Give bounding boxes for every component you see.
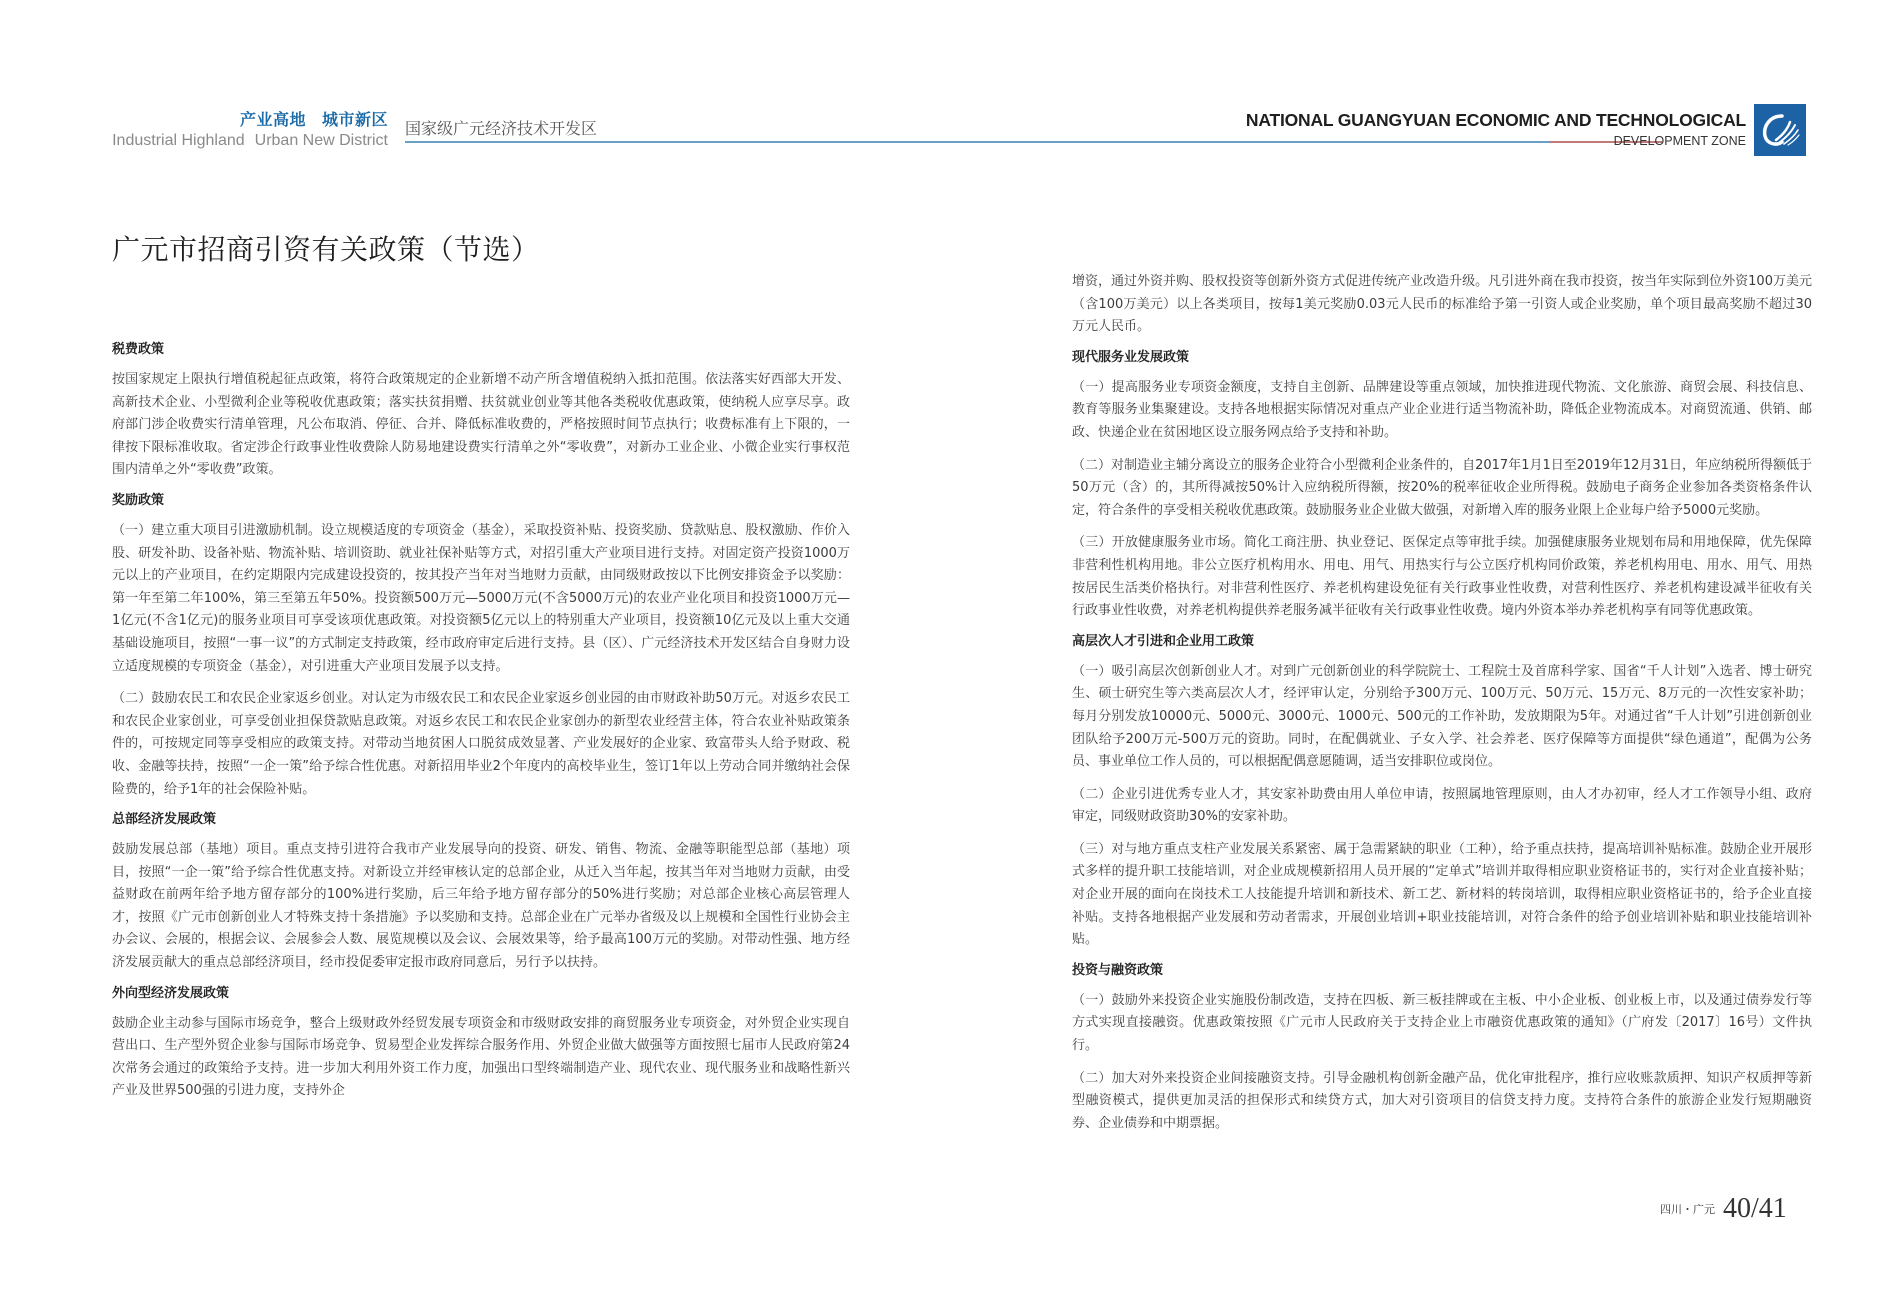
section-heading: 税费政策 <box>112 342 165 357</box>
header-rule <box>405 141 1550 143</box>
footer-region: 四川・广元 <box>1660 1203 1715 1216</box>
policy-paragraph: （二）鼓励农民工和农民企业家返乡创业。对认定为市级农民工和农民企业家返乡创业园的由市财政补助50万元。对返乡农民工和农民企业家创业，可享受创业担保贷款贴息政策。对返乡农民工和农民企业家创办的新型农业经营主体，符合农业补贴政策条件的，可按规定同等享受相应的政策支持。对带动当地贫困人口脱贫成效显著、产业发展好的企业家、致富带头人给予财政、税收、金融等扶持，按照“一企一策”给予综合性优惠。对新招用毕业2个年度内的高校毕业生，签订1年以上劳动合同并缴纳社会保险费的，给予1年的社会保险补贴。 <box>112 691 850 797</box>
policy-paragraph: 按国家规定上限执行增值税起征点政策，将符合政策规定的企业新增不动产所含增值税纳入抵扣范围。依法落实好西部大开发、高新技术企业、小型微利企业等税收优惠政策；落实扶贫捐赠、扶贫就业创业等其他各类税收优惠政策，使纳税人应享尽享。政府部门涉企收费实行清单管理，凡公布取消、停征、合并、降低标准收费的，严格按照时间节点执行；收费标准有上下限的，一律按下限标准收取。省定涉企行政事业性收费除人防易地建设费实行清单之外“零收费”，对新办工业企业、小微企业实行事权范围内清单之外“零收费”政策。 <box>112 372 850 478</box>
zone-name-cn: 国家级广元经济技术开发区 <box>405 119 598 138</box>
page-title: 广元市招商引资有关政策（节选） <box>112 233 540 266</box>
section-heading: 现代服务业发展政策 <box>1072 349 1190 365</box>
policy-paragraph: （一）吸引高层次创新创业人才。对到广元创新创业的科学院院士、工程院士及首席科学家、国省“千人计划”入选者、博士研究生、硕士研究生等六类高层次人才，经评审认定，分别给予300万元、100万元、50万元、15万元、8万元的一次性安家补助；每月分别发放10000元、5000元、3000元、1000元、500元的工作补助，发放期限为5年。对通过省“千人计划”引进创新创业团队给予200万元-500万元的资助。同时，在配偶就业、子女入学、社会养老、医疗保障等方面提供“绿色通道”，配偶为公务员、事业单位工作人员的，可以根据配偶意愿随调，适当安排职位或岗位。 <box>1072 663 1812 770</box>
section-heading: 外向型经济发展政策 <box>112 985 230 1001</box>
left-column <box>112 341 850 1113</box>
right-column <box>1072 271 1812 1145</box>
section-heading: 奖励政策 <box>112 492 165 508</box>
policy-paragraph: （三）对与地方重点支柱产业发展关系紧密、属于急需紧缺的职业（工种），给予重点扶持，提高培训补贴标准。鼓励企业开展形式多样的提升职工技能培训，对企业成规模新招用人员开展的“定单式”培训并取得相应职业资格证书的，实行对企业直接补贴；对企业开展的面向在岗技术工人技能提升培训和新技术、新工艺、新材料的转岗培训，取得相应职业资格证书的，给予企业直接补贴。支持各地根据产业发展和劳动者需求，开展创业培训+职业技能培训，对符合条件的给予创业培训补贴和职业技能培训补贴。 <box>1072 841 1812 948</box>
slogan-cn-2: 城市新区 <box>321 110 388 129</box>
page-footer <box>1660 1193 1787 1225</box>
section-heading: 总部经济发展政策 <box>112 812 217 828</box>
policy-paragraph: （二）加大对外来投资企业间接融资支持。引导金融机构创新金融产品，优化审批程序，推行应收账款质押、知识产权质押等新型融资模式，提供更加灵活的担保形式和续贷方式，加大对引资项目的信贷支持力度。支持符合条件的旅游企业发行短期融资券、企业债券和中期票据。 <box>1072 1070 1812 1131</box>
policy-paragraph: 增资，通过外资并购、股权投资等创新外资方式促进传统产业改造升级。凡引进外商在我市投资，按当年实际到位外资100万美元（含100万美元）以上各类项目，按每1美元奖励0.03元人民币的标准给予第一引资人或企业奖励，单个项目最高奖励不超过30万元人民币。 <box>1072 274 1812 335</box>
header-left <box>0 110 388 152</box>
policy-paragraph: （二）对制造业主辅分离设立的服务企业符合小型微利企业条件的，自2017年1月1日至2019年12月31日，年应纳税所得额低于50万元（含）的，其所得减按50%计入应纳税所得额，按20%的税率征收企业所得税。鼓励电子商务企业参加各类资格条件认定，符合条件的享受相关税收优惠政策。鼓励服务业企业做大做强，对新增入库的服务业限上企业每户给予5000元奖励。 <box>1072 457 1812 518</box>
slogan-cn-1: 产业高地 <box>239 110 306 129</box>
policy-paragraph: 鼓励发展总部（基地）项目。重点支持引进符合我市产业发展导向的投资、研发、销售、物流、金融等职能型总部（基地）项目，按照“一企一策”给予综合性优惠支持。对新设立并经审核认定的总部企业，从迁入当年起，按其当年对当地财力贡献，由受益财政在前两年给予地方留存部分的100%进行奖励，后三年给予地方留存部分的50%进行奖励；对总部企业核心高层管理人才，按照《广元市创新创业人才特殊支持十条措施》予以奖励和支持。总部企业在广元举办省级及以上规模和全国性行业协会主办会议、会展的，根据会议、会展参会人数、展览规模以及会议、会展效果等，给予最高100万元的奖励。对带动性强、地方经济发展贡献大的重点总部经济项目，经市投促委审定报市政府同意后，另行予以扶持。 <box>112 842 850 971</box>
slogan-en <box>0 130 388 152</box>
zone-name-en-line1: NATIONAL GUANGYUAN ECONOMIC AND TECHNOLOGICAL <box>1245 110 1746 130</box>
slogan-cn <box>0 110 388 130</box>
slogan-en-1: Industrial Highland <box>112 132 245 149</box>
section-heading: 投资与融资政策 <box>1072 962 1164 978</box>
zone-name-en-line2: DEVELOPMENT ZONE <box>1613 134 1746 148</box>
page-numbers: 40/41 <box>1723 1193 1787 1224</box>
policy-paragraph: （一）建立重大项目引进激励机制。设立规模适度的专项资金（基金），采取投资补贴、投资奖励、贷款贴息、股权激励、作价入股、研发补助、设备补贴、物流补贴、培训资助、就业社保补贴等方式，对招引重大产业项目进行支持。对固定资产投资1000万元以上的产业项目，在约定期限内完成建设投资的，按其投产当年对当地财力贡献，由同级财政按以下比例安排资金予以奖励：第一年至第二年100%，第三至第五年50%。投资额500万元—5000万元(不含5000万元)的农业产业化项目和投资1000万元—1亿元(不含1亿元)的服务业项目可享受该项优惠政策。对投资额5亿元以上的特别重大产业项目，投资额10亿元及以上重大交通基础设施项目，按照“一事一议”的方式制定支持政策，经市政府审定后进行支持。县（区）、广元经济技术开发区结合自身财力设立适度规模的专项资金（基金），对引进重大产业项目发展予以支持。 <box>112 522 850 674</box>
policy-paragraph: （一）鼓励外来投资企业实施股份制改造，支持在四板、新三板挂牌或在主板、中小企业板、创业板上市，以及通过债券发行等方式实现直接融资。优惠政策按照《广元市人民政府关于支持企业上市融资优惠政策的通知》（广府发〔2017〕16号）文件执行。 <box>1072 992 1812 1054</box>
policy-paragraph: （一）提高服务业专项资金额度，支持自主创新、品牌建设等重点领域，加快推进现代物流、文化旅游、商贸会展、科技信息、教育等服务业集聚建设。支持各地根据实际情况对重点产业企业进行适当物流补助，降低企业物流成本。对商贸流通、供销、邮政、快递企业在贫困地区设立服务网点给予支持和补助。 <box>1072 379 1812 440</box>
slogan-en-2: Urban New District <box>254 132 388 149</box>
policy-paragraph: （二）企业引进优秀专业人才，其安家补助费由用人单位申请，按照属地管理原则，由人才办初审，经人才工作领导小组、政府审定，同级财政资助30%的安家补助。 <box>1072 786 1812 825</box>
policy-paragraph: 鼓励企业主动参与国际市场竞争，整合上级财政外经贸发展专项资金和市级财政安排的商贸服务业专项资金，对外贸企业实现自营出口、生产型外贸企业参与国际市场竞争、贸易型企业发挥综合服务作用、外贸企业做大做强等方面按照七届市人民政府第24次常务会通过的政策给予支持。进一步加大利用外资工作力度，加强出口型终端制造产业、现代农业、现代服务业和战略性新兴产业及世界500强的引进力度，支持外企 <box>112 1015 850 1099</box>
policy-paragraph: （三）开放健康服务业市场。简化工商注册、执业登记、医保定点等审批手续。加强健康服务业规划布局和用地保障，优先保障非营利性机构用地。非公立医疗机构用水、用电、用气、用热实行与公立医疗机构同价政策，养老机构用电、用水、用气、用热按居民生活类价格执行。对非营利性医疗、养老机构建设免征有关行政事业性收费，对营利性医疗、养老机构建设减半征收有关行政事业性收费，对养老机构提供养老服务减半征收有关行政事业性收费。境内外资本举办养老机构享有同等优惠政策。 <box>1072 535 1812 619</box>
section-heading: 高层次人才引进和企业用工政策 <box>1072 633 1255 649</box>
guangyuan-zone-logo-icon <box>1754 104 1806 156</box>
